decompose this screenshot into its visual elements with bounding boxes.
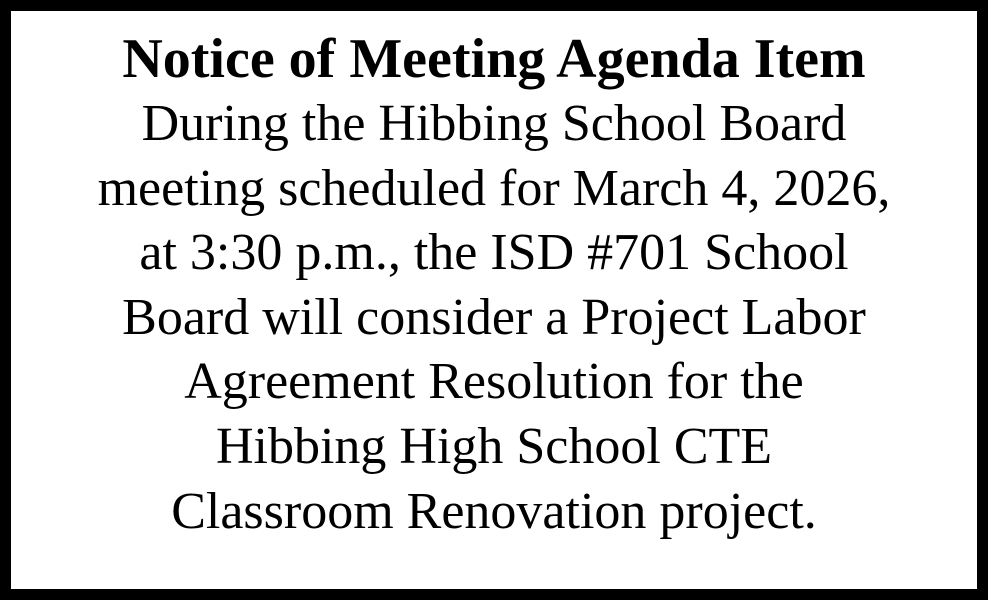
notice-body-line: meeting scheduled for March 4, 2026, bbox=[97, 159, 891, 217]
notice-body-line: at 3:30 p.m., the ISD #701 School bbox=[139, 224, 849, 282]
notice-body-line: During the Hibbing School Board bbox=[141, 95, 847, 152]
notice-body bbox=[11, 92, 977, 544]
notice-body-line: Agreement Resolution for the bbox=[184, 353, 804, 411]
notice-body-line: Classroom Renovation project. bbox=[171, 482, 817, 540]
notice-body-line: Board will consider a Project Labor bbox=[122, 288, 866, 346]
notice-body-line: Hibbing High School CTE bbox=[215, 417, 773, 475]
notice-title: Notice of Meeting Agenda Item bbox=[122, 28, 866, 90]
